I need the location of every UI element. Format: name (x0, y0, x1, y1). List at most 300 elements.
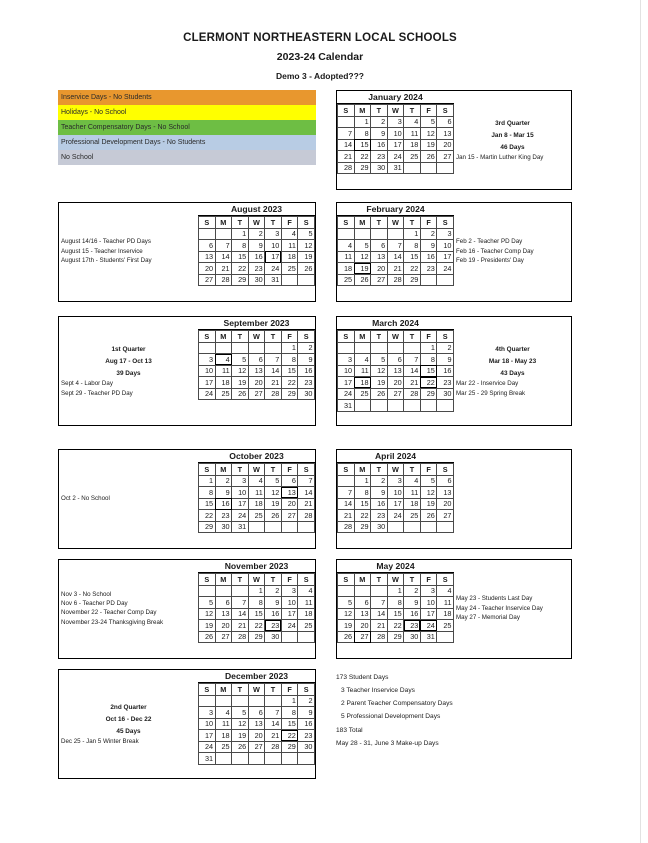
weekday-header: M (215, 217, 232, 229)
calendar-day-cell: 6 (281, 475, 298, 487)
weekday-header: T (404, 217, 421, 229)
calendar-empty-cell (354, 342, 371, 354)
calendar-grid (198, 463, 315, 533)
calendar-day-cell: 19 (232, 730, 249, 742)
weekday-header: W (248, 217, 265, 229)
weekday-header: M (354, 331, 371, 343)
calendar-day-cell: 21 (338, 151, 355, 163)
calendar-day-cell: 5 (420, 116, 437, 128)
calendar-note: May 24 - Teacher Inservice Day (456, 604, 543, 612)
calendar-day-cell: 18 (437, 608, 454, 620)
calendar-day-cell: 17 (232, 498, 249, 510)
calendar-empty-cell (437, 274, 454, 286)
calendar-day-cell: 8 (232, 240, 249, 252)
calendar-empty-cell (437, 162, 454, 174)
summary-line: 2 Parent Teacher Compensatory Days (341, 700, 453, 708)
summary-line: 173 Student Days (336, 674, 389, 682)
calendar-day-cell: 22 (199, 510, 216, 522)
weekday-header: W (248, 331, 265, 343)
calendar-day-cell: 28 (232, 631, 249, 643)
calendar-empty-cell (338, 228, 355, 240)
legend-row (58, 90, 316, 105)
weekday-header: S (298, 331, 315, 343)
day-count-summary (336, 672, 586, 751)
calendar-day-cell: 28 (265, 741, 282, 753)
calendar-empty-cell (338, 116, 355, 128)
calendar-day-cell: 28 (404, 388, 421, 400)
weekday-header: W (248, 684, 265, 696)
calendar-day-cell: 1 (387, 585, 404, 597)
color-legend (58, 90, 316, 165)
calendar-day-cell: 2 (298, 695, 315, 707)
calendar-note: August 15 - Teacher Inservice (61, 247, 143, 255)
calendar-empty-cell (371, 585, 388, 597)
calendar-note: August 17th - Students' First Day (61, 257, 152, 265)
weekday-header: W (387, 464, 404, 476)
calendar-week-row (338, 139, 454, 151)
calendar-day-cell: 30 (248, 274, 265, 286)
calendar-week-row (338, 128, 454, 140)
weekday-header: T (232, 217, 249, 229)
weekday-header: M (215, 574, 232, 586)
calendar-day-cell: 12 (338, 608, 355, 620)
calendar-day-cell: 9 (248, 240, 265, 252)
quarter-name: 1st Quarter (111, 346, 146, 354)
calendar-day-cell: 23 (371, 510, 388, 522)
calendar-day-cell: 3 (199, 354, 216, 366)
calendar-day-cell: 21 (265, 377, 282, 389)
calendar-day-cell: 13 (371, 251, 388, 263)
weekday-header: S (338, 217, 355, 229)
weekday-header-row (199, 331, 315, 343)
calendar-empty-cell (281, 753, 298, 765)
calendar-month-title: October 2023 (198, 450, 315, 463)
calendar-day-cell: 12 (232, 718, 249, 730)
calendar-day-cell: 20 (248, 730, 265, 742)
calendar-day-cell: 28 (265, 388, 282, 400)
calendar-day-cell: 3 (338, 354, 355, 366)
calendar-note: November 22 - Teacher Comp Day (61, 609, 157, 617)
calendar-day-cell: 9 (371, 487, 388, 499)
calendar-grid (337, 463, 454, 533)
calendar-week-row (199, 498, 315, 510)
calendar-day-cell: 26 (420, 151, 437, 163)
weekday-header: S (199, 574, 216, 586)
calendar-day-cell: 2 (215, 475, 232, 487)
calendar-september (198, 317, 315, 425)
calendar-week-row (199, 707, 315, 719)
calendar-day-cell: 18 (215, 730, 232, 742)
calendar-day-cell: 26 (265, 510, 282, 522)
calendar-empty-cell (354, 400, 371, 412)
calendar-day-cell: 14 (404, 365, 421, 377)
calendar-week-row (338, 365, 454, 377)
calendar-day-cell: 2 (265, 585, 282, 597)
calendar-empty-cell (215, 342, 232, 354)
calendar-day-cell: 2 (420, 228, 437, 240)
quarter-info (454, 91, 571, 189)
calendar-day-cell: 22 (281, 730, 298, 742)
calendar-day-cell: 4 (437, 585, 454, 597)
month-block-february (336, 202, 572, 302)
calendar-week-row (338, 342, 454, 354)
calendar-day-cell: 13 (437, 487, 454, 499)
calendar-day-cell: 5 (371, 354, 388, 366)
calendar-month-title: August 2023 (198, 203, 315, 216)
calendar-week-row (338, 585, 454, 597)
weekday-header: S (298, 217, 315, 229)
calendar-day-cell: 31 (387, 162, 404, 174)
calendar-day-cell: 25 (215, 388, 232, 400)
calendar-day-cell: 21 (371, 620, 388, 632)
calendar-day-cell: 25 (354, 388, 371, 400)
quarter-days: 45 Days (116, 728, 141, 736)
calendar-day-cell: 15 (199, 498, 216, 510)
weekday-header: T (371, 217, 388, 229)
calendar-day-cell: 4 (338, 240, 355, 252)
quarter-days: 39 Days (116, 370, 141, 378)
calendar-day-cell: 27 (387, 388, 404, 400)
weekday-header: S (437, 331, 454, 343)
calendar-day-cell: 4 (215, 707, 232, 719)
calendar-week-row (338, 377, 454, 389)
weekday-header: F (281, 684, 298, 696)
calendar-day-cell: 30 (371, 521, 388, 533)
calendar-day-cell: 28 (215, 274, 232, 286)
legend-row (58, 150, 316, 165)
weekday-header: S (437, 574, 454, 586)
calendar-day-cell: 18 (404, 139, 421, 151)
calendar-day-cell: 10 (232, 487, 249, 499)
calendar-empty-cell (298, 521, 315, 533)
calendar-empty-cell (281, 274, 298, 286)
calendar-may (337, 560, 454, 658)
calendar-day-cell: 29 (232, 274, 249, 286)
calendar-day-cell: 4 (281, 228, 298, 240)
notes-february (454, 203, 571, 301)
weekday-header: S (437, 217, 454, 229)
calendar-day-cell: 19 (298, 251, 315, 263)
calendar-empty-cell (371, 342, 388, 354)
calendar-day-cell: 28 (387, 274, 404, 286)
calendar-empty-cell (265, 342, 282, 354)
calendar-day-cell: 9 (437, 354, 454, 366)
calendar-day-cell: 8 (248, 597, 265, 609)
calendar-day-cell: 12 (371, 365, 388, 377)
calendar-day-cell: 17 (420, 608, 437, 620)
calendar-note: Sept 29 - Teacher PD Day (61, 389, 133, 397)
quarter-name: 4th Quarter (495, 346, 530, 354)
calendar-grid (337, 573, 454, 643)
calendar-day-cell: 23 (265, 620, 282, 632)
calendar-day-cell: 29 (404, 274, 421, 286)
calendar-day-cell: 17 (199, 377, 216, 389)
calendar-empty-cell (387, 521, 404, 533)
calendar-day-cell: 3 (387, 475, 404, 487)
calendar-day-cell: 27 (215, 631, 232, 643)
calendar-empty-cell (199, 342, 216, 354)
calendar-week-row (199, 718, 315, 730)
notes-may (454, 560, 571, 658)
calendar-empty-cell (338, 585, 355, 597)
calendar-day-cell: 5 (199, 597, 216, 609)
calendar-empty-cell (248, 342, 265, 354)
calendar-week-row (199, 228, 315, 240)
calendar-day-cell: 23 (420, 263, 437, 275)
calendar-day-cell: 19 (199, 620, 216, 632)
calendar-empty-cell (281, 521, 298, 533)
quarter-range: Oct 16 - Dec 22 (105, 715, 152, 723)
quarter-name: 2nd Quarter (110, 703, 147, 711)
calendar-day-cell: 7 (265, 354, 282, 366)
calendar-day-cell: 15 (248, 608, 265, 620)
calendar-day-cell: 13 (387, 365, 404, 377)
calendar-day-cell: 24 (265, 263, 282, 275)
month-block-may (336, 559, 572, 659)
calendar-day-cell: 11 (437, 597, 454, 609)
calendar-week-row (199, 695, 315, 707)
calendar-day-cell: 30 (265, 631, 282, 643)
calendar-week-row (199, 240, 315, 252)
calendar-day-cell: 22 (354, 151, 371, 163)
calendar-day-cell: 15 (404, 251, 421, 263)
calendar-empty-cell (298, 753, 315, 765)
calendar-day-cell: 16 (298, 718, 315, 730)
calendar-day-cell: 3 (199, 707, 216, 719)
calendar-day-cell: 23 (371, 151, 388, 163)
calendar-grid (198, 216, 315, 286)
weekday-header-row (338, 574, 454, 586)
calendar-day-cell: 19 (420, 498, 437, 510)
weekday-header-row (338, 464, 454, 476)
weekday-header: T (265, 217, 282, 229)
calendar-empty-cell (199, 585, 216, 597)
calendar-week-row (338, 608, 454, 620)
notes-september (59, 317, 198, 425)
calendar-day-cell: 23 (437, 377, 454, 389)
legend-row (58, 105, 316, 120)
calendar-day-cell: 3 (420, 585, 437, 597)
weekday-header: F (281, 574, 298, 586)
weekday-header: F (281, 217, 298, 229)
calendar-day-cell: 18 (298, 608, 315, 620)
calendar-day-cell: 15 (354, 139, 371, 151)
calendar-day-cell: 8 (404, 240, 421, 252)
calendar-empty-cell (281, 631, 298, 643)
calendar-day-cell: 30 (298, 388, 315, 400)
calendar-day-cell: 24 (199, 388, 216, 400)
calendar-day-cell: 20 (437, 139, 454, 151)
calendar-empty-cell (387, 400, 404, 412)
calendar-day-cell: 17 (265, 251, 282, 263)
calendar-day-cell: 1 (248, 585, 265, 597)
calendar-day-cell: 10 (199, 365, 216, 377)
calendar-day-cell: 5 (298, 228, 315, 240)
calendar-day-cell: 1 (420, 342, 437, 354)
calendar-day-cell: 9 (298, 354, 315, 366)
calendar-week-row (199, 251, 315, 263)
calendar-day-cell: 19 (354, 263, 371, 275)
calendar-day-cell: 24 (338, 388, 355, 400)
calendar-day-cell: 4 (354, 354, 371, 366)
calendar-day-cell: 28 (338, 162, 355, 174)
calendar-day-cell: 16 (298, 365, 315, 377)
month-block-november (58, 559, 316, 659)
calendar-day-cell: 2 (371, 475, 388, 487)
calendar-day-cell: 26 (298, 263, 315, 275)
summary-line: May 28 - 31, June 3 Make-up Days (336, 739, 439, 747)
calendar-day-cell: 29 (354, 162, 371, 174)
calendar-week-row (199, 631, 315, 643)
calendar-day-cell: 18 (248, 498, 265, 510)
calendar-day-cell: 18 (404, 498, 421, 510)
calendar-week-row (199, 510, 315, 522)
calendar-day-cell: 6 (437, 475, 454, 487)
calendar-week-row (338, 475, 454, 487)
calendar-day-cell: 10 (265, 240, 282, 252)
calendar-day-cell: 12 (354, 251, 371, 263)
calendar-month-title: January 2024 (337, 91, 454, 104)
calendar-day-cell: 27 (248, 741, 265, 753)
calendar-note: Feb 2 - Teacher PD Day (456, 238, 523, 246)
calendar-day-cell: 30 (371, 162, 388, 174)
calendar-day-cell: 18 (281, 251, 298, 263)
calendar-empty-cell (265, 753, 282, 765)
calendar-day-cell: 5 (232, 707, 249, 719)
calendar-day-cell: 24 (387, 151, 404, 163)
calendar-empty-cell (248, 695, 265, 707)
calendar-day-cell: 18 (354, 377, 371, 389)
weekday-header: T (371, 331, 388, 343)
calendar-day-cell: 11 (298, 597, 315, 609)
calendar-empty-cell (265, 521, 282, 533)
calendar-day-cell: 26 (232, 388, 249, 400)
legend-label: Professional Development Days - No Students (61, 139, 206, 146)
calendar-empty-cell (215, 753, 232, 765)
weekday-header: W (387, 574, 404, 586)
calendar-grid (198, 330, 315, 400)
calendar-day-cell: 12 (265, 487, 282, 499)
notes-october (59, 450, 198, 548)
calendar-day-cell: 6 (215, 597, 232, 609)
calendar-day-cell: 24 (232, 510, 249, 522)
calendar-day-cell: 9 (265, 597, 282, 609)
calendar-day-cell: 10 (338, 365, 355, 377)
calendar-note: May 27 - Memorial Day (456, 614, 520, 622)
calendar-day-cell: 15 (281, 365, 298, 377)
calendar-day-cell: 1 (354, 475, 371, 487)
calendar-day-cell: 19 (420, 139, 437, 151)
calendar-day-cell: 13 (437, 128, 454, 140)
calendar-day-cell: 30 (215, 521, 232, 533)
calendar-grid (337, 104, 454, 174)
calendar-empty-cell (232, 342, 249, 354)
legend-label: Inservice Days - No Students (61, 94, 152, 101)
calendar-day-cell: 25 (281, 263, 298, 275)
weekday-header: S (298, 574, 315, 586)
calendar-day-cell: 11 (404, 128, 421, 140)
page-version-note: Demo 3 - Adopted??? (276, 71, 364, 81)
summary-line: 5 Professional Development Days (341, 713, 441, 721)
month-block-august (58, 202, 316, 302)
quarter-info (59, 670, 198, 778)
summary-line: 183 Total (336, 726, 363, 734)
calendar-day-cell: 18 (338, 263, 355, 275)
calendar-day-cell: 29 (387, 631, 404, 643)
calendar-week-row (199, 487, 315, 499)
calendar-day-cell: 23 (298, 730, 315, 742)
calendar-day-cell: 25 (248, 510, 265, 522)
calendar-day-cell: 22 (404, 263, 421, 275)
weekday-header: F (420, 331, 437, 343)
calendar-week-row (199, 354, 315, 366)
calendar-day-cell: 16 (404, 608, 421, 620)
calendar-day-cell: 28 (371, 631, 388, 643)
calendar-empty-cell (387, 342, 404, 354)
weekday-header: S (437, 105, 454, 117)
weekday-header: F (281, 464, 298, 476)
calendar-week-row (338, 597, 454, 609)
calendar-day-cell: 14 (338, 139, 355, 151)
calendar-grid (337, 216, 454, 286)
calendar-week-row (338, 162, 454, 174)
calendar-empty-cell (404, 400, 421, 412)
calendar-day-cell: 22 (248, 620, 265, 632)
weekday-header: S (298, 684, 315, 696)
calendar-day-cell: 15 (354, 498, 371, 510)
weekday-header-row (338, 105, 454, 117)
calendar-day-cell: 31 (420, 631, 437, 643)
calendar-day-cell: 20 (281, 498, 298, 510)
calendar-day-cell: 4 (215, 354, 232, 366)
calendar-day-cell: 21 (265, 730, 282, 742)
calendar-day-cell: 23 (215, 510, 232, 522)
calendar-empty-cell (232, 695, 249, 707)
calendar-week-row (199, 597, 315, 609)
calendar-day-cell: 7 (387, 240, 404, 252)
calendar-day-cell: 21 (298, 498, 315, 510)
weekday-header-row (199, 684, 315, 696)
weekday-header: M (354, 217, 371, 229)
calendar-day-cell: 12 (298, 240, 315, 252)
calendar-day-cell: 11 (354, 365, 371, 377)
calendar-day-cell: 16 (215, 498, 232, 510)
calendar-week-row (338, 151, 454, 163)
calendar-day-cell: 10 (420, 597, 437, 609)
calendar-month-title: February 2024 (337, 203, 454, 216)
calendar-day-cell: 13 (354, 608, 371, 620)
calendar-day-cell: 6 (387, 354, 404, 366)
calendar-day-cell: 7 (232, 597, 249, 609)
calendar-day-cell: 7 (265, 707, 282, 719)
calendar-day-cell: 20 (354, 620, 371, 632)
calendar-day-cell: 29 (281, 388, 298, 400)
calendar-empty-cell (232, 585, 249, 597)
weekday-header: W (387, 331, 404, 343)
notes-august (59, 203, 198, 301)
calendar-note: May 23 - Students Last Day (456, 595, 533, 603)
weekday-header: S (199, 464, 216, 476)
calendar-day-cell: 27 (437, 151, 454, 163)
weekday-header: T (404, 331, 421, 343)
weekday-header: T (232, 331, 249, 343)
calendar-day-cell: 26 (354, 274, 371, 286)
weekday-header: S (338, 464, 355, 476)
calendar-day-cell: 17 (281, 608, 298, 620)
calendar-day-cell: 21 (232, 620, 249, 632)
weekday-header: F (420, 464, 437, 476)
calendar-day-cell: 25 (338, 274, 355, 286)
